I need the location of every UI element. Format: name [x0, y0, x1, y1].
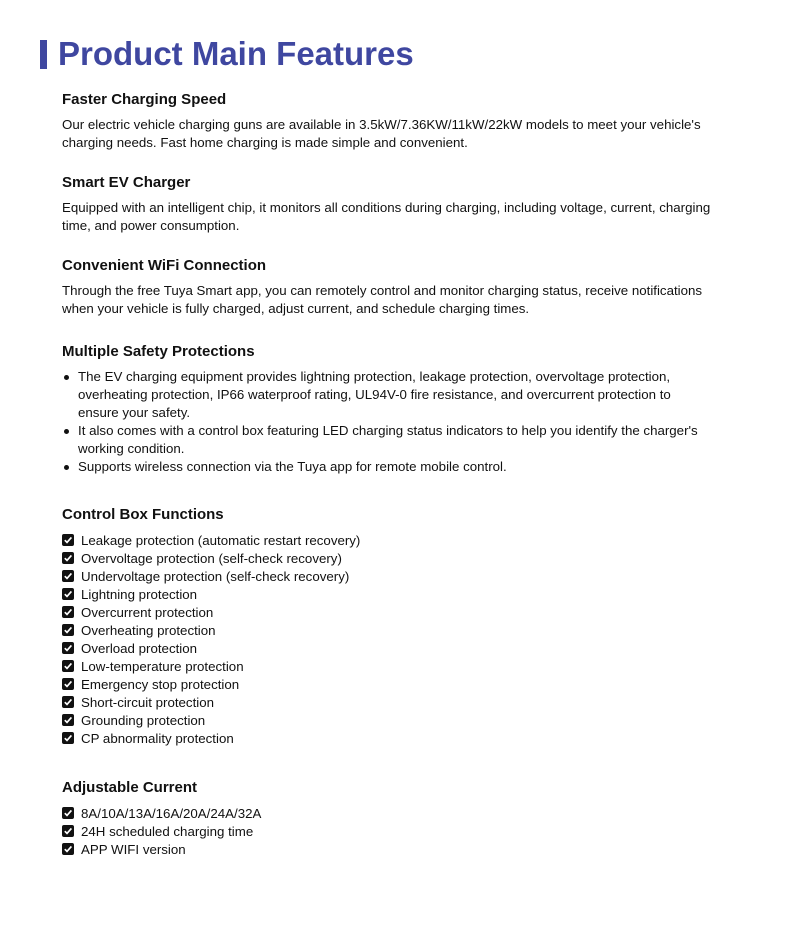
body-line: Equipped with an intelligent chip, it monitors all conditions during charging, including voltage, current, charging — [62, 200, 711, 215]
checkbox-checked-icon — [62, 606, 74, 618]
checkbox-checked-icon — [62, 624, 74, 636]
title-accent-bar — [40, 40, 47, 69]
checkbox-checked-icon — [62, 552, 74, 564]
checkbox-checked-icon — [62, 714, 74, 726]
check-item: 8A/10A/13A/16A/20A/24A/32A — [62, 804, 752, 822]
check-item: Overvoltage protection (self-check recovery) — [62, 549, 752, 567]
check-item: Low-temperature protection — [62, 657, 752, 675]
body-line: when your vehicle is fully charged, adjust current, and schedule charging times. — [62, 301, 530, 316]
check-item: Overcurrent protection — [62, 603, 752, 621]
current-check-list — [62, 804, 752, 858]
bullet-item: Supports wireless connection via the Tuya app for remote mobile control. — [62, 458, 752, 476]
safety-bullet-list — [62, 368, 752, 476]
section-smart-ev-charger — [62, 173, 752, 235]
body-line: Our electric vehicle charging guns are available in 3.5kW/7.36KW/11kW/22kW models to meet your vehicle's — [62, 117, 701, 132]
checkbox-checked-icon — [62, 825, 74, 837]
check-item: Overload protection — [62, 639, 752, 657]
section-heading: Multiple Safety Protections — [62, 343, 255, 360]
checkbox-checked-icon — [62, 534, 74, 546]
section-heading: Smart EV Charger — [62, 174, 191, 191]
checkbox-checked-icon — [62, 678, 74, 690]
section-wifi-connection — [62, 256, 752, 318]
checkbox-checked-icon — [62, 807, 74, 819]
bullet-dot-icon — [64, 465, 69, 470]
check-item: Emergency stop protection — [62, 675, 752, 693]
checkbox-checked-icon — [62, 843, 74, 855]
control-check-list — [62, 531, 752, 747]
check-item: Undervoltage protection (self-check recovery) — [62, 567, 752, 585]
body-line: Through the free Tuya Smart app, you can remotely control and monitor charging status, receive notifications — [62, 283, 703, 298]
bullet-dot-icon — [64, 429, 69, 434]
check-item: APP WIFI version — [62, 840, 752, 858]
checkbox-checked-icon — [62, 660, 74, 672]
section-heading: Control Box Functions — [62, 506, 224, 523]
page-title: Product Main Features — [58, 35, 414, 72]
section-control-box-functions — [62, 505, 752, 747]
check-item: Grounding protection — [62, 711, 752, 729]
check-item: Overheating protection — [62, 621, 752, 639]
checkbox-checked-icon — [62, 732, 74, 744]
check-item: Short-circuit protection — [62, 693, 752, 711]
bullet-dot-icon — [64, 375, 69, 380]
section-adjustable-current — [62, 778, 752, 858]
section-safety-protections — [62, 342, 752, 476]
section-heading: Faster Charging Speed — [62, 91, 227, 108]
check-item: CP abnormality protection — [62, 729, 752, 747]
bullet-item: The EV charging equipment provides lightning protection, leakage protection, overvoltage protection, overheating protection, IP66 waterproof rating, UL94V-0 fire resistance, and overcurrent protection to ensure your safety. — [62, 368, 752, 422]
section-body — [62, 116, 752, 152]
checkbox-checked-icon — [62, 696, 74, 708]
section-body — [62, 199, 752, 235]
checkbox-checked-icon — [62, 642, 74, 654]
body-line: charging needs. Fast home charging is made simple and convenient. — [62, 135, 468, 150]
check-item: Leakage protection (automatic restart recovery) — [62, 531, 752, 549]
section-faster-charging — [62, 90, 752, 152]
check-item: Lightning protection — [62, 585, 752, 603]
checkbox-checked-icon — [62, 588, 74, 600]
body-line: time, and power consumption. — [62, 218, 240, 233]
check-item: 24H scheduled charging time — [62, 822, 752, 840]
section-body — [62, 282, 752, 318]
section-heading: Convenient WiFi Connection — [62, 257, 267, 274]
bullet-item: It also comes with a control box featuring LED charging status indicators to help you identify the charger's working condition. — [62, 422, 752, 458]
section-heading: Adjustable Current — [62, 779, 198, 796]
checkbox-checked-icon — [62, 570, 74, 582]
